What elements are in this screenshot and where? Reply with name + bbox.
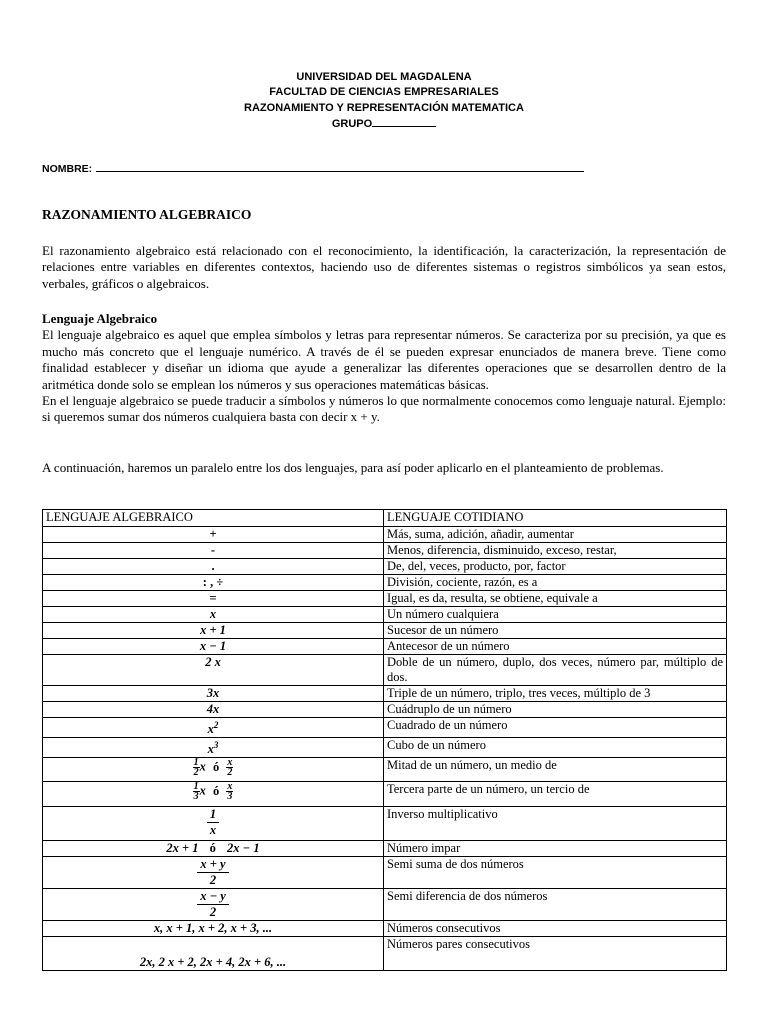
- table-row: [43, 686, 727, 702]
- lenguaje-section: [42, 311, 726, 426]
- symbol-cell: [43, 857, 384, 889]
- symbol-base: x: [207, 722, 214, 737]
- table-row: [43, 718, 727, 738]
- subtitle-lenguaje-algebraico: Lenguaje Algebraico: [42, 311, 158, 326]
- meaning-cell: Antecesor de un número: [384, 639, 727, 655]
- table-row: [43, 937, 727, 971]
- course-name: RAZONAMIENTO Y REPRESENTACIÓN MATEMATICA: [244, 102, 524, 114]
- faculty-name: FACULTAD DE CIENCIAS EMPRESARIALES: [269, 86, 499, 98]
- symbol-cell: -: [43, 543, 384, 559]
- name-blank[interactable]: [96, 162, 584, 172]
- table-row: [43, 758, 727, 782]
- symbol-cell: [43, 889, 384, 921]
- table-row: [43, 527, 727, 543]
- symbol-cell: 4x: [43, 702, 384, 718]
- header-cotidiano: LENGUAJE COTIDIANO: [384, 510, 727, 527]
- symbol-base: x: [207, 742, 214, 757]
- name-field: [42, 162, 584, 175]
- language-table: [42, 509, 727, 971]
- paralelo-paragraph: A continuación, haremos un paralelo entre los dos lenguajes, para así poder aplicarlo en el planteamiento de problemas.: [42, 460, 664, 475]
- table-row: [43, 591, 727, 607]
- meaning-cell: Mitad de un número, un medio de: [384, 758, 727, 782]
- symbol-exponent: 3: [213, 740, 219, 751]
- meaning-cell: Más, suma, adición, añadir, aumentar: [384, 527, 727, 543]
- meaning-cell: De, del, veces, producto, por, factor: [384, 559, 727, 575]
- meaning-cell: Inverso multiplicativo: [384, 807, 727, 841]
- meaning-cell: Número impar: [384, 841, 727, 857]
- symbol-cell: +: [43, 527, 384, 543]
- meaning-cell: Un número cualquiera: [384, 607, 727, 623]
- fraction: $\frac{x + y}{2}$: [197, 857, 228, 888]
- fraction: $\frac{x - y}{2}$: [197, 889, 229, 920]
- meaning-cell: Cuádruplo de un número: [384, 702, 727, 718]
- meaning-cell: Sucesor de un número: [384, 623, 727, 639]
- symbol-cell: [43, 718, 384, 738]
- section-title: RAZONAMIENTO ALGEBRAICO: [42, 207, 252, 222]
- symbol-cell: x: [43, 607, 384, 623]
- meaning-cell: Triple de un número, triplo, tres veces, múltiplo de 3: [384, 686, 727, 702]
- symbol-cell: x + 1: [43, 623, 384, 639]
- table-header-row: [43, 510, 727, 527]
- table-row: [43, 623, 727, 639]
- symbol-cell: 3x: [43, 686, 384, 702]
- symbol-cell: 2x, 2 x + 2, 2x + 4, 2x + 6, ...: [43, 937, 384, 971]
- meaning-cell: Doble de un número, duplo, dos veces, número par, múltiplo de dos.: [384, 655, 727, 686]
- meaning-cell: Cuadrado de un número: [384, 718, 727, 738]
- meaning-cell: Tercera parte de un número, un tercio de: [384, 782, 727, 807]
- table-row: [43, 841, 727, 857]
- table-row: [43, 702, 727, 718]
- lenguaje-paragraph: El lenguaje algebraico es aquel que emplea símbolos y letras para representar números. Se caracteriza por su precisión, ya que es mucho más concreto que el lenguaje numérico. A través de él se pueden expresar enunciados de manera breve. Tiene como finalidad establecer y diseñar un idioma que ayude a generalizar las diferentes operaciones que se desarrollen dentro de la aritmética donde solo se emplean los números y sus operaciones matemáticas básicas.: [42, 327, 726, 392]
- name-label: NOMBRE:: [42, 163, 93, 175]
- table-row: [43, 921, 727, 937]
- symbol-cell: : , ÷: [43, 575, 384, 591]
- table-row: [43, 857, 727, 889]
- table-row: [43, 639, 727, 655]
- symbol-cell: x, x + 1, x + 2, x + 3, ...: [43, 921, 384, 937]
- meaning-cell: División, cociente, razón, es a: [384, 575, 727, 591]
- fraction: $\frac{1}{3}$: [193, 781, 199, 803]
- group-label: GRUPO: [331, 118, 373, 130]
- fraction: $\frac{1}{x}$: [207, 807, 219, 838]
- group-field: [0, 117, 768, 132]
- meaning-cell: Semi diferencia de dos números: [384, 889, 727, 921]
- table-row: [43, 607, 727, 623]
- intro-paragraph: El razonamiento algebraico está relacionado con el reconocimiento, la identificación, la caracterización, la representación de relaciones entre variables en diferentes contextos, haciendo uso de diferentes sistemas o registros simbólicos ya sean estos, verbales, gráficos o algebraicos.: [42, 243, 726, 291]
- symbol-cell: 2x + 1 ó 2x − 1: [43, 841, 384, 857]
- table-row: [43, 782, 727, 807]
- symbol-exponent: 2: [213, 720, 219, 730]
- symbol-cell: $\frac{1}{3}$ x ó $\frac{x}{3}$: [43, 782, 384, 807]
- traducir-paragraph: En el lenguaje algebraico se puede traducir a símbolos y números lo que normalmente conocemos como lenguaje natural. Ejemplo: si queremos sumar dos números cualquiera basta con decir x + y.: [42, 393, 726, 425]
- fraction: $\frac{x}{2}$: [227, 757, 233, 779]
- table-row: [43, 738, 727, 758]
- table-row: [43, 655, 727, 686]
- meaning-cell: Semi suma de dos números: [384, 857, 727, 889]
- university-name: UNIVERSIDAD DEL MAGDALENA: [296, 71, 472, 83]
- symbol-cell: $\frac{1}{2}$ x ó $\frac{x}{2}$: [43, 758, 384, 782]
- meaning-cell: Menos, diferencia, disminuido, exceso, restar,: [384, 543, 727, 559]
- meaning-cell: Números pares consecutivos: [384, 937, 727, 971]
- group-blank[interactable]: [372, 117, 436, 127]
- meaning-cell: Números consecutivos: [384, 921, 727, 937]
- fraction: $\frac{x}{3}$: [227, 781, 233, 803]
- table-row: [43, 543, 727, 559]
- symbol-cell: 2 x: [43, 655, 384, 686]
- fraction: $\frac{1}{2}$: [193, 757, 199, 779]
- symbol-cell: x − 1: [43, 639, 384, 655]
- meaning-cell: Cubo de un número: [384, 738, 727, 758]
- header-algebraico: LENGUAJE ALGEBRAICO: [43, 510, 384, 527]
- table-row: [43, 889, 727, 921]
- symbol-cell: .: [43, 559, 384, 575]
- symbol-cell: [43, 807, 384, 841]
- table-row: [43, 807, 727, 841]
- symbol-cell: [43, 738, 384, 758]
- table-row: [43, 575, 727, 591]
- meaning-cell: Igual, es da, resulta, se obtiene, equivale a: [384, 591, 727, 607]
- table-row: [43, 559, 727, 575]
- symbol-cell: =: [43, 591, 384, 607]
